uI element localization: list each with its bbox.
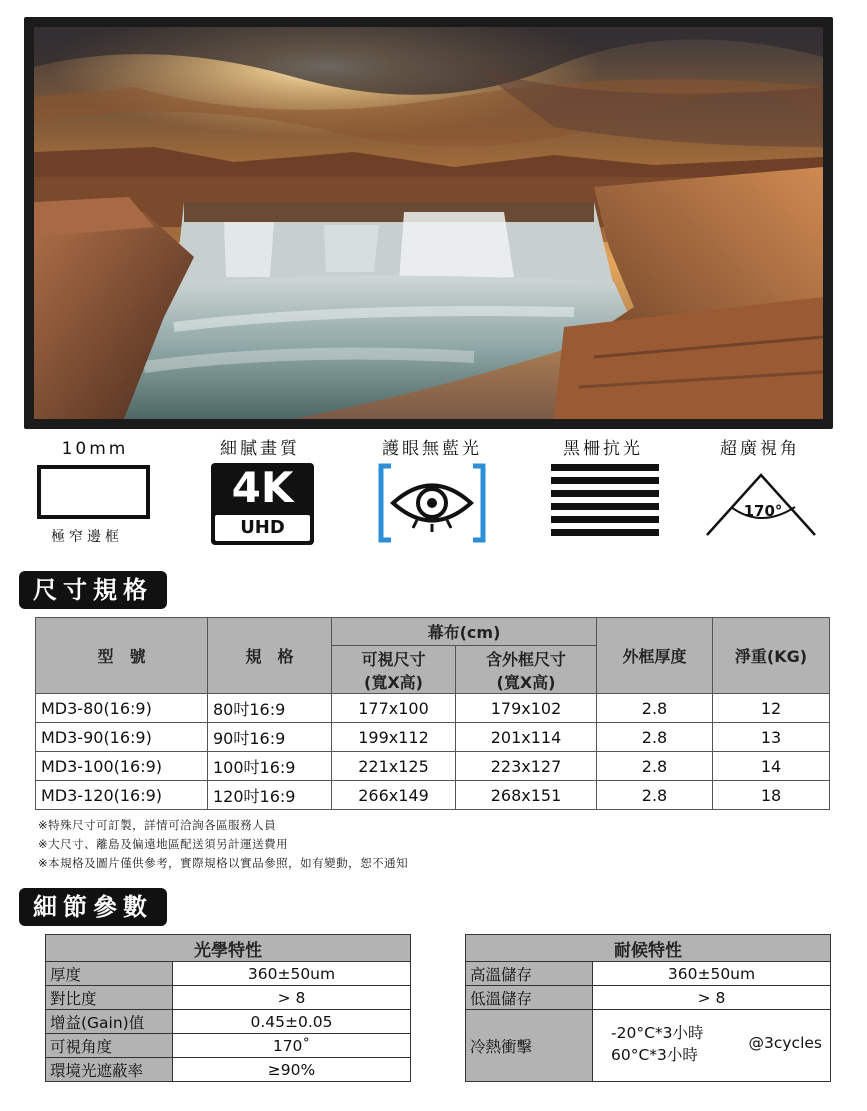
header-visible-sub: (寬X高) — [364, 672, 423, 692]
param-value: > 8 — [593, 986, 831, 1010]
thin-bezel-icon — [37, 465, 150, 519]
header-outer-sub: (寬X高) — [496, 672, 556, 692]
table-row — [46, 1010, 411, 1034]
header-visible-label: 可視尺寸 — [361, 649, 426, 669]
cell-visible: 177x100 — [332, 694, 456, 723]
cell-weight: 14 — [713, 752, 830, 781]
spec-table — [35, 617, 830, 810]
header-model: 型 號 — [36, 618, 208, 694]
feature-wide-angle — [685, 437, 835, 461]
feature-label: 細膩畫質 — [220, 439, 300, 459]
table-row — [46, 986, 411, 1010]
header-spec: 規 格 — [208, 618, 332, 694]
param-value: 360±50um — [173, 962, 411, 986]
feature-label: 超廣視角 — [720, 439, 800, 459]
thermal-shock-steps — [611, 1022, 704, 1066]
uhd-badge-text: UHD — [215, 515, 310, 541]
cell-spec: 80吋16:9 — [208, 694, 332, 723]
cell-weight: 18 — [713, 781, 830, 810]
feature-black-grid — [528, 437, 678, 461]
cell-spec: 120吋16:9 — [208, 781, 332, 810]
cell-spec: 100吋16:9 — [208, 752, 332, 781]
param-key: 冷熱衝擊 — [466, 1010, 593, 1082]
param-value: 0.45±0.05 — [173, 1010, 411, 1034]
cell-visible: 221x125 — [332, 752, 456, 781]
spec-section-title: 尺寸規格 — [19, 571, 167, 609]
cell-outer: 268x151 — [456, 781, 597, 810]
header-outer-label: 含外框尺寸 — [485, 649, 566, 669]
spec-note: ※大尺寸、離島及偏遠地區配送須另計運送費用 — [38, 837, 289, 851]
table-row — [466, 1010, 831, 1082]
param-value — [593, 1010, 831, 1082]
header-outer — [456, 646, 597, 694]
cell-thickness: 2.8 — [597, 752, 713, 781]
black-grid-icon — [551, 464, 659, 538]
table-row — [36, 723, 830, 752]
header-visible — [332, 646, 456, 694]
cell-weight: 13 — [713, 723, 830, 752]
param-key: 高溫儲存 — [466, 962, 593, 986]
spec-note: ※本規格及圖片僅供參考，實際規格以實品參照，如有變動，恕不通知 — [38, 856, 409, 870]
table-row — [46, 962, 411, 986]
landscape-waterfall-image — [34, 27, 823, 419]
wide-angle-icon — [705, 469, 817, 537]
cell-thickness: 2.8 — [597, 694, 713, 723]
feature-4k-uhd — [185, 437, 335, 461]
param-value: > 8 — [173, 986, 411, 1010]
cell-thickness: 2.8 — [597, 781, 713, 810]
spec-note: ※特殊尺寸可訂製，詳情可洽詢各區服務人員 — [38, 818, 277, 832]
cell-outer: 179x102 — [456, 694, 597, 723]
header-thickness: 外框厚度 — [597, 618, 713, 694]
cell-thickness: 2.8 — [597, 723, 713, 752]
param-key: 低溫儲存 — [466, 986, 593, 1010]
param-key: 對比度 — [46, 986, 173, 1010]
param-key: 可視角度 — [46, 1034, 173, 1058]
eye-icon — [377, 462, 487, 544]
table-row — [466, 962, 831, 986]
optical-table-title: 光學特性 — [46, 935, 411, 962]
cell-model: MD3-100(16:9) — [36, 752, 208, 781]
cell-visible: 266x149 — [332, 781, 456, 810]
4k-uhd-icon — [211, 463, 314, 545]
cell-outer: 223x127 — [456, 752, 597, 781]
thermal-step-high: 60°C*3小時 — [611, 1046, 698, 1064]
weather-table-title: 耐候特性 — [466, 935, 831, 962]
table-row — [36, 694, 830, 723]
feature-thin-bezel — [20, 437, 170, 461]
optical-table — [45, 934, 411, 1082]
table-row — [46, 1058, 411, 1082]
param-key: 環境光遮蔽率 — [46, 1058, 173, 1082]
feature-sublabel: 極窄邊框 — [51, 529, 123, 545]
feature-label: 護眼無藍光 — [382, 439, 482, 459]
table-row — [46, 1034, 411, 1058]
cell-model: MD3-80(16:9) — [36, 694, 208, 723]
viewing-angle-text: 170° — [743, 502, 783, 520]
param-value: 170˚ — [173, 1034, 411, 1058]
param-key: 厚度 — [46, 962, 173, 986]
feature-label: 黑柵抗光 — [563, 439, 643, 459]
4k-badge-text: 4K — [231, 463, 294, 512]
cell-model: MD3-120(16:9) — [36, 781, 208, 810]
table-row — [36, 781, 830, 810]
header-screen: 幕布(cm) — [332, 618, 597, 646]
cell-weight: 12 — [713, 694, 830, 723]
cell-spec: 90吋16:9 — [208, 723, 332, 752]
thermal-cycles: @3cycles — [748, 1034, 822, 1052]
feature-eye-care — [357, 437, 507, 461]
cell-outer: 201x114 — [456, 723, 597, 752]
table-row — [36, 752, 830, 781]
feature-label: 10mm — [61, 439, 129, 459]
detail-section-title: 細節參數 — [19, 888, 167, 926]
table-row — [466, 986, 831, 1010]
weather-table — [465, 934, 831, 1082]
thermal-step-low: -20°C*3小時 — [611, 1024, 704, 1042]
param-key: 增益(Gain)值 — [46, 1010, 173, 1034]
param-value: 360±50um — [593, 962, 831, 986]
param-value: ≥90% — [173, 1058, 411, 1082]
cell-model: MD3-90(16:9) — [36, 723, 208, 752]
cell-visible: 199x112 — [332, 723, 456, 752]
header-weight: 淨重(KG) — [713, 618, 830, 694]
